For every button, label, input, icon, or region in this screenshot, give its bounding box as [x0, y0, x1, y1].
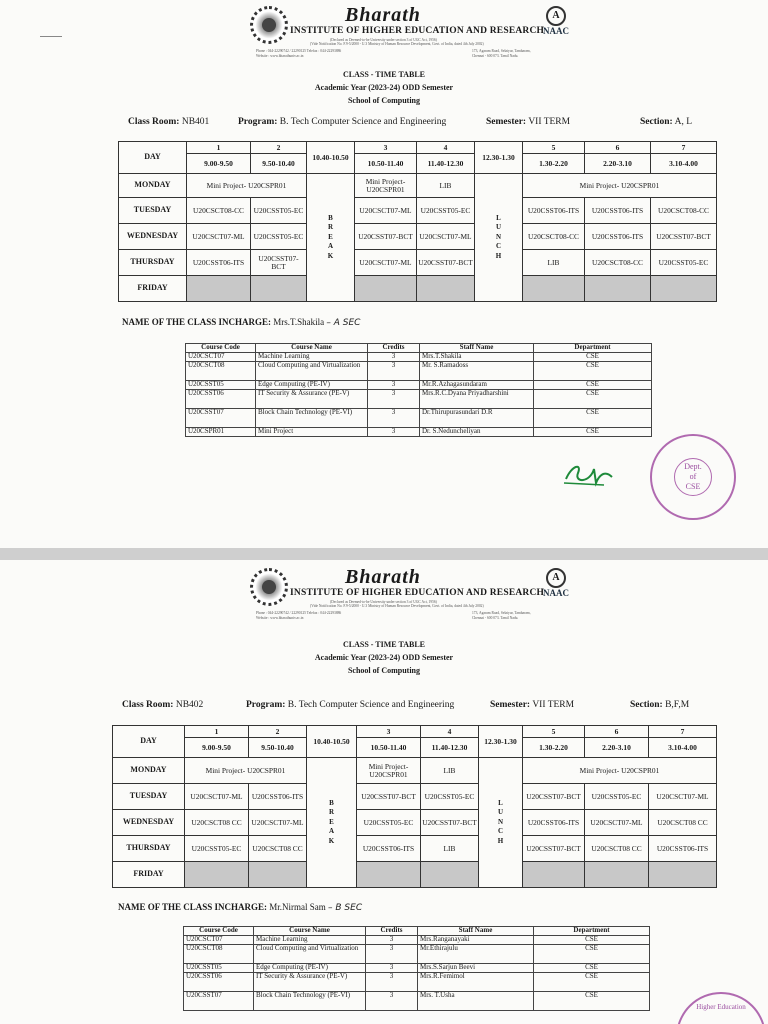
timetable-cell-empty: [357, 862, 421, 888]
naac-grade: A: [546, 568, 566, 588]
course-header: Department: [534, 927, 650, 936]
timetable-cell-empty: [651, 276, 717, 302]
section-value: A, L: [674, 117, 692, 127]
staff-name: Mrs.T.Shakila: [420, 353, 534, 362]
day-label: MONDAY: [113, 758, 185, 784]
break-time: 10.40-10.50: [307, 142, 355, 174]
timetable-cell: U20CSST07-BCT: [523, 784, 585, 810]
deemed-line: (Declared as Deemed-to-be University under section 3 of UGC Act, 1956): [330, 600, 437, 604]
course-code: U20CSCT08: [184, 945, 254, 964]
department: CSE: [534, 964, 650, 973]
timetable-sheet-b: [0, 560, 768, 1024]
timetable-cell: U20CSST05-EC: [651, 250, 717, 276]
course-name: Block Chain Technology (PE-VI): [256, 409, 368, 428]
timetable-cell-empty: [649, 862, 717, 888]
seal-text: CSE: [685, 482, 701, 491]
timetable-cell: U20CSST07-BCT: [651, 224, 717, 250]
course-name: Block Chain Technology (PE-VI): [254, 992, 366, 1011]
program: [238, 117, 446, 127]
period-time: 9.50-10.40: [249, 738, 307, 758]
timetable-cell: U20CSST07-BCT: [421, 810, 479, 836]
break-column: B R E A K: [307, 174, 355, 302]
course-name: Edge Computing (PE-IV): [256, 381, 368, 390]
department-seal: [676, 992, 766, 1024]
incharge-name: Mrs.T.Shakila: [273, 317, 325, 327]
period-time: 9.00-9.50: [187, 154, 251, 174]
scan-mark: [40, 36, 62, 37]
timetable-cell: U20CSCT08-CC: [523, 224, 585, 250]
timetable-cell-empty: [523, 276, 585, 302]
timetable-cell: U20CSST06-ITS: [523, 198, 585, 224]
timetable-cell: U20CSST05-EC: [357, 810, 421, 836]
page-title: CLASS - TIME TABLE: [342, 70, 426, 79]
phone-line: Phone : 044-22290742 / 22290125 Telefax : 044-22293886: [256, 49, 342, 53]
course-credits: 3: [368, 381, 420, 390]
timetable-cell: U20CSCT07-ML: [187, 224, 251, 250]
course-code: U20CSPR01: [186, 428, 256, 437]
day-label: THURSDAY: [113, 836, 185, 862]
semester-label: Semester:: [490, 700, 531, 710]
lunch-column: L U N C H: [479, 758, 523, 888]
timetable-cell-empty: [251, 276, 307, 302]
timetable-cell-empty: [355, 276, 417, 302]
timetable-cell: U20CSCT07-ML: [355, 198, 417, 224]
academic-year: Academic Year (2023-24) ODD Semester: [314, 653, 454, 662]
institute-name: INSTITUTE OF HIGHER EDUCATION AND RESEARCH: [290, 588, 545, 598]
address-line-2: Chennai - 600 073. Tamil Nadu.: [472, 616, 519, 620]
timetable-cell-empty: [523, 862, 585, 888]
class-room-value: NB401: [181, 117, 210, 127]
course-name: IT Security & Assurance (PE-V): [254, 973, 366, 992]
course-code: U20CSST05: [186, 381, 256, 390]
course-name: IT Security & Assurance (PE-V): [256, 390, 368, 409]
course-header: Staff Name: [418, 927, 534, 936]
course-name: Edge Computing (PE-IV): [254, 964, 366, 973]
timetable-cell: U20CSCT07-ML: [585, 810, 649, 836]
timetable-cell: U20CSCT07-ML: [185, 784, 249, 810]
course-header: Course Code: [186, 344, 256, 353]
timetable-cell-empty: [585, 862, 649, 888]
school-name: School of Computing: [347, 666, 420, 675]
semester: [486, 117, 570, 127]
day-label: MONDAY: [119, 174, 187, 198]
address-line-1: 173, Agaram Road, Selaiyur, Tambaram,: [472, 49, 531, 53]
break-time: 10.40-10.50: [307, 726, 357, 758]
staff-name: Mrs. T.Usha: [418, 992, 534, 1011]
timetable-cell: U20CSST07-BCT: [251, 250, 307, 276]
timetable-cell: U20CSST07-BCT: [417, 250, 475, 276]
department: CSE: [534, 945, 650, 964]
staff-name: Dr.Thirupurasundari D.R: [420, 409, 534, 428]
timetable-cell: Mini Project- U20CSPR01: [185, 758, 307, 784]
address-line-2: Chennai - 600 073. Tamil Nadu.: [472, 54, 519, 58]
department: CSE: [534, 353, 652, 362]
timetable-cell: LIB: [523, 250, 585, 276]
class-room-label: Class Room:: [128, 117, 180, 127]
timetable-cell: LIB: [417, 174, 475, 198]
website-line: Website : www.bharathuniv.ac.in: [256, 54, 304, 58]
timetable-cell-empty: [187, 276, 251, 302]
period-number: 1: [187, 142, 251, 154]
day-label: TUESDAY: [113, 784, 185, 810]
period-time: 3.10-4.00: [651, 154, 717, 174]
period-number: 5: [523, 726, 585, 738]
day-label: FRIDAY: [119, 276, 187, 302]
website-line: Website : www.bharathuniv.ac.in: [256, 616, 304, 620]
timetable-cell: U20CSST05-EC: [421, 784, 479, 810]
incharge-label: NAME OF THE CLASS INCHARGE:: [122, 317, 272, 327]
department: CSE: [534, 362, 652, 381]
course-header: Department: [534, 344, 652, 353]
class-room: [122, 700, 203, 710]
timetable-cell: Mini Project- U20CSPR01: [187, 174, 307, 198]
brand-name: Bharath: [345, 4, 421, 26]
naac-label: NAAC: [543, 588, 569, 598]
timetable-cell: U20CSST05-EC: [185, 836, 249, 862]
period-number: 2: [249, 726, 307, 738]
naac-label: NAAC: [543, 26, 569, 36]
timetable-cell-empty: [585, 276, 651, 302]
incharge-handwritten-note: – A SEC: [326, 318, 361, 328]
timetable-cell: U20CSST06-ITS: [649, 836, 717, 862]
program: [246, 700, 454, 710]
period-time: 2.20-3.10: [585, 738, 649, 758]
timetable-cell: U20CSST07-BCT: [357, 784, 421, 810]
course-header: Course Name: [256, 344, 368, 353]
break-column: B R E A K: [307, 758, 357, 888]
day-label: FRIDAY: [113, 862, 185, 888]
lunch-time: 12.30-1.30: [475, 142, 523, 174]
staff-name: Mrs.R.Femimol: [418, 973, 534, 992]
period-time: 10.50-11.40: [355, 154, 417, 174]
class-incharge: [118, 902, 362, 913]
day-header: DAY: [113, 726, 185, 758]
department: CSE: [534, 973, 650, 992]
timetable-cell: U20CSCT08 CC: [185, 810, 249, 836]
brand-name: Bharath: [345, 566, 421, 588]
title-block: [0, 640, 768, 679]
semester-value: VII TERM: [532, 700, 575, 710]
timetable-cell: U20CSST06-ITS: [249, 784, 307, 810]
department-seal: [650, 434, 736, 520]
department: CSE: [534, 381, 652, 390]
department: CSE: [534, 936, 650, 945]
period-time: 11.40-12.30: [421, 738, 479, 758]
timetable-cell: U20CSST05-EC: [417, 198, 475, 224]
period-number: 4: [417, 142, 475, 154]
timetable-cell: U20CSST07-BCT: [355, 224, 417, 250]
timetable-cell: LIB: [421, 836, 479, 862]
timetable-cell: U20CSCT08-CC: [651, 198, 717, 224]
section: [630, 700, 689, 710]
course-header: Course Code: [184, 927, 254, 936]
timetable-cell-empty: [249, 862, 307, 888]
section-value: B,F,M: [665, 700, 690, 710]
timetable-cell: Mini Project- U20CSPR01: [523, 174, 717, 198]
period-time: 1.30-2.20: [523, 738, 585, 758]
naac-grade: A: [546, 6, 566, 26]
notification-line: (Vide Notification No. F.9-5/2000 - U.3 Ministry of Human Resource Development, Govt. of India, dated 4th July 2002): [310, 42, 484, 46]
address-line-1: 173, Agaram Road, Selaiyur, Tambaram,: [472, 611, 531, 615]
course-code: U20CSCT07: [184, 936, 254, 945]
period-time: 9.50-10.40: [251, 154, 307, 174]
course-credits: 3: [368, 409, 420, 428]
lunch-time: 12.30-1.30: [479, 726, 523, 758]
period-time: 1.30-2.20: [523, 154, 585, 174]
period-number: 1: [185, 726, 249, 738]
course-name: Machine Learning: [254, 936, 366, 945]
timetable-cell: Mini Project-U20CSPR01: [355, 174, 417, 198]
period-number: 6: [585, 726, 649, 738]
seal-text: Higher Education: [696, 1003, 746, 1011]
notification-line: (Vide Notification No. F.9-5/2000 - U.3 Ministry of Human Resource Development, Govt. of India, dated 4th July 2002): [310, 604, 484, 608]
timetable-cell-empty: [185, 862, 249, 888]
period-number: 3: [357, 726, 421, 738]
course-credits: 3: [366, 973, 418, 992]
course-code: U20CSST05: [184, 964, 254, 973]
timetable-cell-empty: [417, 276, 475, 302]
timetable-cell-empty: [421, 862, 479, 888]
course-credits: 3: [366, 936, 418, 945]
section: [640, 117, 692, 127]
course-code: U20CSST06: [186, 390, 256, 409]
timetable-cell: U20CSCT08 CC: [649, 810, 717, 836]
course-credits: 3: [366, 945, 418, 964]
incharge-name: Mr.Nirmal Sam: [269, 902, 326, 912]
course-credits: 3: [368, 428, 420, 437]
institute-logo: [250, 568, 288, 606]
staff-name: Mr.R.Azhagasundaram: [420, 381, 534, 390]
letterhead: [250, 4, 590, 60]
staff-name: Dr. S.Neduncheliyan: [420, 428, 534, 437]
course-name: Machine Learning: [256, 353, 368, 362]
timetable-cell: U20CSST07-BCT: [523, 836, 585, 862]
course-name: Cloud Computing and Virtualization: [256, 362, 368, 381]
course-header: Course Name: [254, 927, 366, 936]
staff-name: Mrs.S.Sarjun Beevi: [418, 964, 534, 973]
period-number: 7: [651, 142, 717, 154]
course-table: [183, 926, 650, 1011]
period-time: 10.50-11.40: [357, 738, 421, 758]
course-header: Credits: [366, 927, 418, 936]
period-time: 2.20-3.10: [585, 154, 651, 174]
day-label: WEDNESDAY: [113, 810, 185, 836]
day-label: WEDNESDAY: [119, 224, 187, 250]
semester: [490, 700, 574, 710]
course-code: U20CSST06: [184, 973, 254, 992]
phone-line: Phone : 044-22290742 / 22290125 Telefax : 044-22293886: [256, 611, 342, 615]
timetable-cell: LIB: [421, 758, 479, 784]
incharge-label: NAME OF THE CLASS INCHARGE:: [118, 902, 268, 912]
period-number: 2: [251, 142, 307, 154]
period-time: 9.00-9.50: [185, 738, 249, 758]
deemed-line: (Declared as Deemed-to-be University under section 3 of UGC Act, 1956): [330, 38, 437, 42]
class-room: [128, 117, 209, 127]
incharge-handwritten-note: – B SEC: [328, 903, 363, 913]
section-label: Section:: [630, 700, 663, 710]
timetable-cell: U20CSCT07-ML: [249, 810, 307, 836]
course-header: Credits: [368, 344, 420, 353]
course-name: Cloud Computing and Virtualization: [254, 945, 366, 964]
timetable-cell: U20CSCT07-ML: [355, 250, 417, 276]
timetable-cell: U20CSST06-ITS: [585, 198, 651, 224]
semester-label: Semester:: [486, 117, 527, 127]
period-number: 5: [523, 142, 585, 154]
timetable-cell: U20CSST06-ITS: [585, 224, 651, 250]
timetable-cell: U20CSST05-EC: [251, 224, 307, 250]
day-label: TUESDAY: [119, 198, 187, 224]
timetable-cell: U20CSST06-ITS: [357, 836, 421, 862]
seal-text: of: [689, 472, 697, 481]
class-incharge: [122, 317, 360, 328]
timetable-cell: U20CSCT08 CC: [249, 836, 307, 862]
section-label: Section:: [640, 117, 673, 127]
title-block: [0, 70, 768, 109]
program-value: B. Tech Computer Science and Engineering: [279, 117, 447, 127]
course-credits: 3: [368, 390, 420, 409]
period-time: 11.40-12.30: [417, 154, 475, 174]
timetable-cell: U20CSCT07-ML: [649, 784, 717, 810]
department: CSE: [534, 992, 650, 1011]
timetable-cell: Mini Project-U20CSPR01: [357, 758, 421, 784]
page-separator: [0, 548, 768, 560]
program-label: Program:: [246, 700, 286, 710]
department: CSE: [534, 428, 652, 437]
staff-name: Mr.Ethirajulu: [418, 945, 534, 964]
timetable-cell: U20CSST06-ITS: [187, 250, 251, 276]
lunch-column: L U N C H: [475, 174, 523, 302]
timetable-cell: U20CSST06-ITS: [523, 810, 585, 836]
timetable-cell: U20CSCT08-CC: [187, 198, 251, 224]
staff-name: Mr. S.Ramadoss: [420, 362, 534, 381]
staff-name: Mrs.Ranganayaki: [418, 936, 534, 945]
course-table: [185, 343, 652, 437]
timetable-grid: [118, 141, 717, 302]
department: CSE: [534, 390, 652, 409]
timetable-grid: [112, 725, 717, 888]
letterhead: [250, 566, 590, 622]
course-header: Staff Name: [420, 344, 534, 353]
course-code: U20CSCT07: [186, 353, 256, 362]
institute-name: INSTITUTE OF HIGHER EDUCATION AND RESEARCH: [290, 26, 545, 36]
period-number: 6: [585, 142, 651, 154]
class-room-label: Class Room:: [122, 700, 174, 710]
course-credits: 3: [368, 362, 420, 381]
institute-logo: [250, 6, 288, 44]
timetable-cell: U20CSST05-EC: [585, 784, 649, 810]
course-credits: 3: [366, 992, 418, 1011]
program-label: Program:: [238, 117, 278, 127]
day-label: THURSDAY: [119, 250, 187, 276]
period-time: 3.10-4.00: [649, 738, 717, 758]
period-number: 3: [355, 142, 417, 154]
period-number: 4: [421, 726, 479, 738]
course-name: Mini Project: [256, 428, 368, 437]
semester-value: VII TERM: [528, 117, 571, 127]
timetable-cell: U20CSCT07-ML: [417, 224, 475, 250]
timetable-cell: U20CSST05-EC: [251, 198, 307, 224]
academic-year: Academic Year (2023-24) ODD Semester: [314, 83, 454, 92]
program-value: B. Tech Computer Science and Engineering: [287, 700, 455, 710]
timetable-cell: U20CSCT08 CC: [585, 836, 649, 862]
course-code: U20CSST07: [184, 992, 254, 1011]
timetable-cell: U20CSCT08-CC: [585, 250, 651, 276]
day-header: DAY: [119, 142, 187, 174]
staff-name: Mrs.R.C.Dyana Priyadharshini: [420, 390, 534, 409]
timetable-cell: Mini Project- U20CSPR01: [523, 758, 717, 784]
school-name: School of Computing: [347, 96, 420, 105]
class-room-value: NB402: [175, 700, 204, 710]
seal-text: Dept.: [684, 462, 702, 471]
naac-badge: [542, 568, 570, 598]
department: CSE: [534, 409, 652, 428]
naac-badge: [542, 6, 570, 36]
page-title: CLASS - TIME TABLE: [342, 640, 426, 649]
course-code: U20CSCT08: [186, 362, 256, 381]
course-code: U20CSST07: [186, 409, 256, 428]
period-number: 7: [649, 726, 717, 738]
course-credits: 3: [368, 353, 420, 362]
course-credits: 3: [366, 964, 418, 973]
signature-icon: [560, 455, 620, 489]
